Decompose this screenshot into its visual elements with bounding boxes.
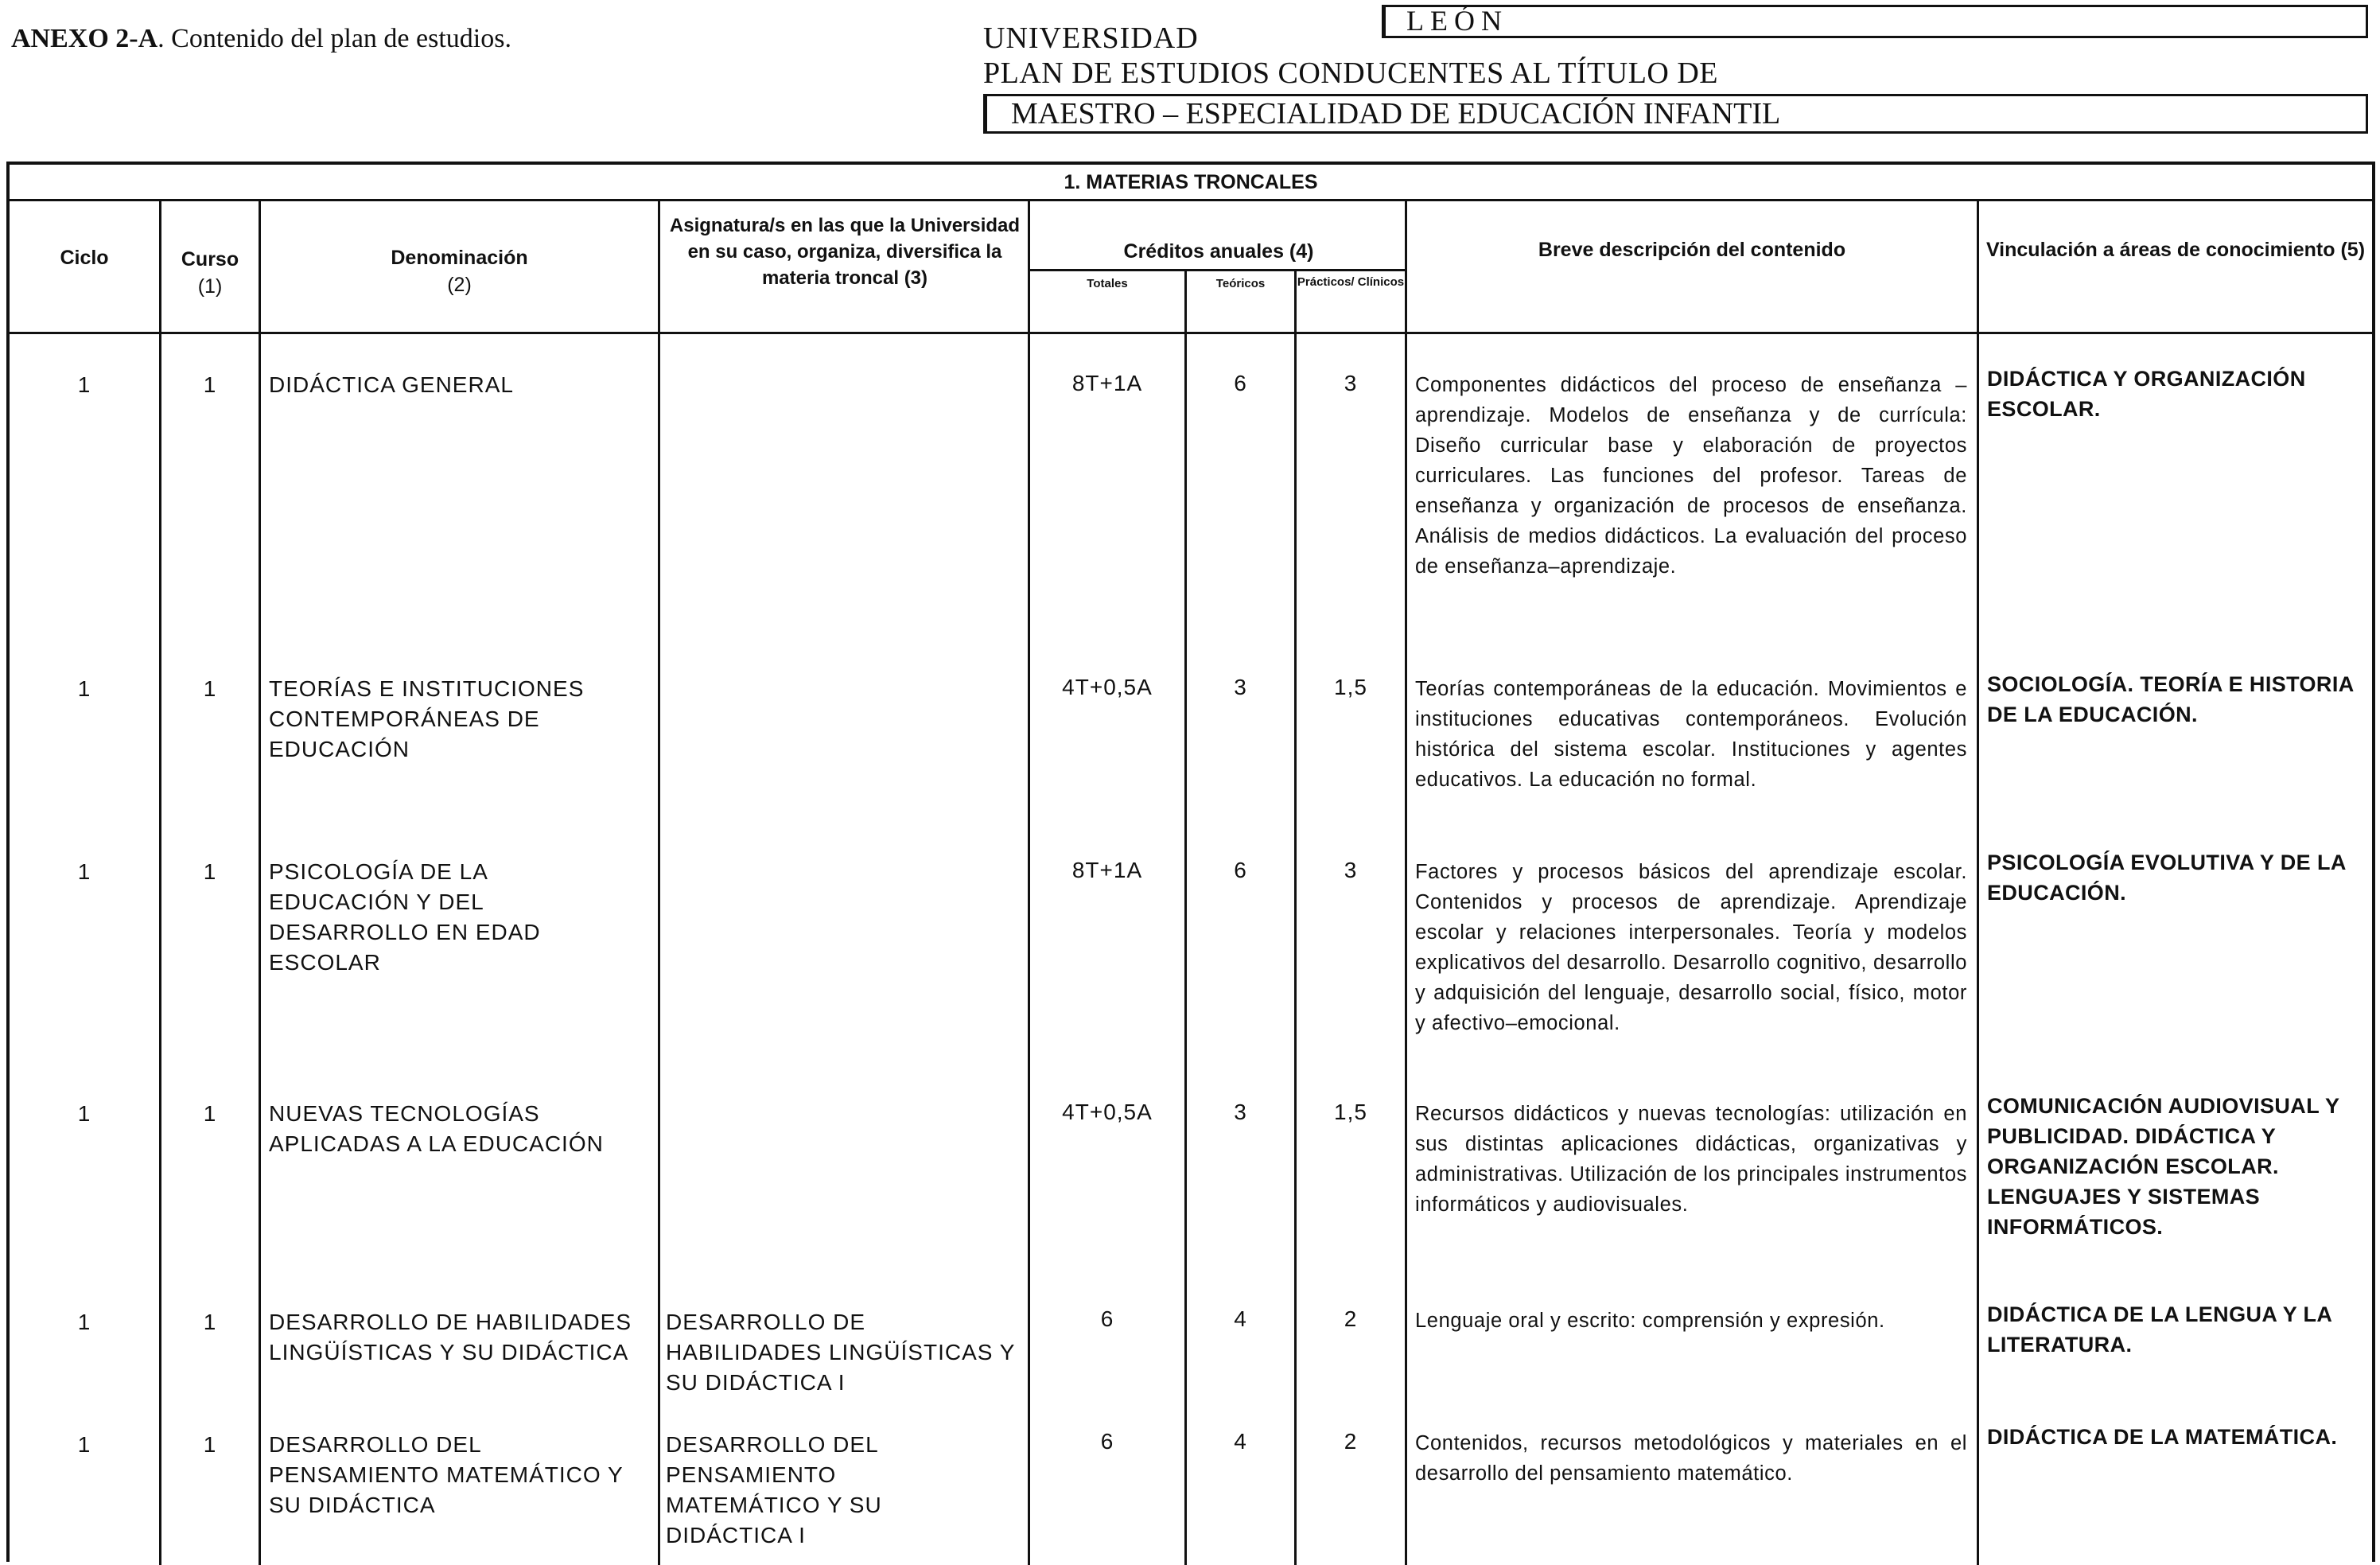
cell-totales: 8T+1A: [1071, 858, 1143, 882]
cell-vinculacion: DIDÁCTICA DE LA LENGUA Y LA LITERATURA.: [1987, 1302, 2332, 1357]
cell-teoricos: 6: [1234, 371, 1247, 395]
degree-field: MAESTRO – ESPECIALIDAD DE EDUCACIÓN INFANTIL: [983, 94, 2368, 134]
header-asignatura: Asignatura/s en las que la Universidad en su caso, organiza, diversifica la materia troncal (3): [669, 215, 1021, 289]
cell-vinculacion: PSICOLOGÍA EVOLUTIVA Y DE LA EDUCACIÓN.: [1987, 851, 2346, 905]
cell-descripcion: Recursos didácticos y nuevas tecnologías: utilización en sus distintas aplicaciones didácticas, organizativas y administrativas. Utilización de los principales instrumentos informáticos y audiovisuales.: [1415, 1103, 1967, 1216]
cell-denominacion: PSICOLOGÍA DE LA EDUCACIÓN Y DEL DESARROLLO EN EDAD ESCOLAR: [269, 859, 541, 975]
cell-descripcion: Contenidos, recursos metodológicos y materiales en el desarrollo del pensamiento matemático.: [1415, 1432, 1967, 1485]
cell-practicos: 1,5: [1334, 675, 1367, 699]
cell-denominacion: DESARROLLO DE HABILIDADES LINGÜÍSTICAS Y SU DIDÁCTICA: [269, 1310, 632, 1365]
cell-curso: 1: [203, 1432, 217, 1457]
header-denominacion-ref: (2): [447, 274, 472, 296]
cell-totales: 6: [1100, 1306, 1114, 1331]
cell-vinculacion: DIDÁCTICA DE LA MATEMÁTICA.: [1987, 1425, 2338, 1449]
cell-teoricos: 3: [1234, 675, 1247, 699]
cell-curso: 1: [203, 676, 217, 701]
cell-teoricos: 4: [1234, 1429, 1247, 1454]
cell-denominacion: DESARROLLO DEL PENSAMIENTO MATEMÁTICO Y SU DIDÁCTICA: [269, 1432, 624, 1517]
header-totales: Totales: [1087, 277, 1128, 290]
cell-denominacion: NUEVAS TECNOLOGÍAS APLICADAS A LA EDUCACIÓN: [269, 1101, 604, 1156]
cell-curso: 1: [203, 1310, 217, 1334]
university-label: UNIVERSIDAD: [983, 21, 1199, 55]
cell-asignatura: DESARROLLO DEL PENSAMIENTO MATEMÁTICO Y SU DIDÁCTICA I: [666, 1432, 882, 1547]
cell-teoricos: 6: [1234, 858, 1247, 882]
cell-ciclo: 1: [77, 676, 91, 701]
cell-curso: 1: [203, 372, 217, 397]
cell-practicos: 3: [1344, 858, 1358, 882]
cell-curso: 1: [203, 859, 217, 884]
cell-asignatura: DESARROLLO DE HABILIDADES LINGÜÍSTICAS Y SU DIDÁCTICA I: [666, 1310, 1015, 1395]
cell-ciclo: 1: [77, 1101, 91, 1126]
section-title: 1. MATERIAS TRONCALES: [10, 165, 2372, 201]
cell-descripcion: Lenguaje oral y escrito: comprensión y expresión.: [1415, 1310, 1885, 1332]
cell-descripcion: Factores y procesos básicos del aprendizaje escolar. Contenidos y procesos de aprendizaje. Aprendizaje escolar y relaciones interpersonales. Teoría y modelos explicativos del desarrollo. Desarrollo cognitivo, desarrollo y adquisición del lenguaje, desarrollo social, físico, motor y afectivo–emocional.: [1415, 861, 1967, 1034]
header-creditos: Créditos anuales (4): [1123, 240, 1314, 263]
cell-denominacion: TEORÍAS E INSTITUCIONES CONTEMPORÁNEAS DE EDUCACIÓN: [269, 676, 585, 761]
plan-label: PLAN DE ESTUDIOS CONDUCENTES AL TÍTULO DE: [983, 56, 1719, 90]
cell-practicos: 1,5: [1334, 1100, 1367, 1124]
header-teoricos: Teóricos: [1215, 277, 1266, 290]
cell-teoricos: 4: [1234, 1306, 1247, 1331]
header-descripcion: Breve descripción del contenido: [1538, 239, 1846, 261]
cell-teoricos: 3: [1234, 1100, 1247, 1124]
annex-title: ANEXO 2-A. Contenido del plan de estudios.: [11, 24, 511, 53]
cell-ciclo: 1: [77, 1432, 91, 1457]
cell-ciclo: 1: [77, 372, 91, 397]
cell-vinculacion: COMUNICACIÓN AUDIOVISUAL Y PUBLICIDAD. DIDÁCTICA Y ORGANIZACIÓN ESCOLAR. LENGUAJES Y SISTEMAS INFORMÁTICOS.: [1987, 1094, 2339, 1239]
cell-denominacion: DIDÁCTICA GENERAL: [269, 372, 514, 397]
header-curso: Curso: [181, 248, 239, 271]
cell-vinculacion: SOCIOLOGÍA. TEORÍA E HISTORIA DE LA EDUCACIÓN.: [1987, 672, 2354, 726]
cell-descripcion: Componentes didácticos del proceso de enseñanza – aprendizaje. Modelos de enseñanza y de currícula: Diseño curricular base y elaboración de proyectos curriculares. Las funciones del profesor. Tareas de enseñanza y organización de procesos de enseñanza. Análisis de medios didácticos. La evaluación del proceso de enseñanza–aprendizaje.: [1415, 374, 1967, 578]
cell-totales: 8T+1A: [1071, 371, 1143, 395]
header-curso-ref: (1): [197, 275, 223, 298]
cell-descripcion: Teorías contemporáneas de la educación. Movimientos e instituciones educativas contemporáneos. Evolución histórica del sistema escolar. Instituciones y agentes educativos. La educación no formal.: [1415, 678, 1967, 791]
header-practicos: Prácticos/ Clínicos: [1297, 275, 1405, 289]
header-ciclo: Ciclo: [60, 247, 109, 269]
cell-totales: 4T+0,5A: [1062, 675, 1153, 699]
cell-totales: 4T+0,5A: [1062, 1100, 1153, 1124]
cell-ciclo: 1: [77, 859, 91, 884]
cell-curso: 1: [203, 1101, 217, 1126]
header-vinculacion: Vinculación a áreas de conocimiento (5): [1985, 239, 2366, 261]
cell-practicos: 2: [1344, 1306, 1358, 1331]
cell-totales: 6: [1100, 1429, 1114, 1454]
university-field: LEÓN: [1382, 5, 2368, 38]
curriculum-table: [6, 162, 2375, 1562]
header-denominacion: Denominación: [391, 247, 528, 269]
cell-vinculacion: DIDÁCTICA Y ORGANIZACIÓN ESCOLAR.: [1987, 367, 2306, 421]
cell-practicos: 3: [1344, 371, 1358, 395]
cell-ciclo: 1: [77, 1310, 91, 1334]
cell-practicos: 2: [1344, 1429, 1358, 1454]
